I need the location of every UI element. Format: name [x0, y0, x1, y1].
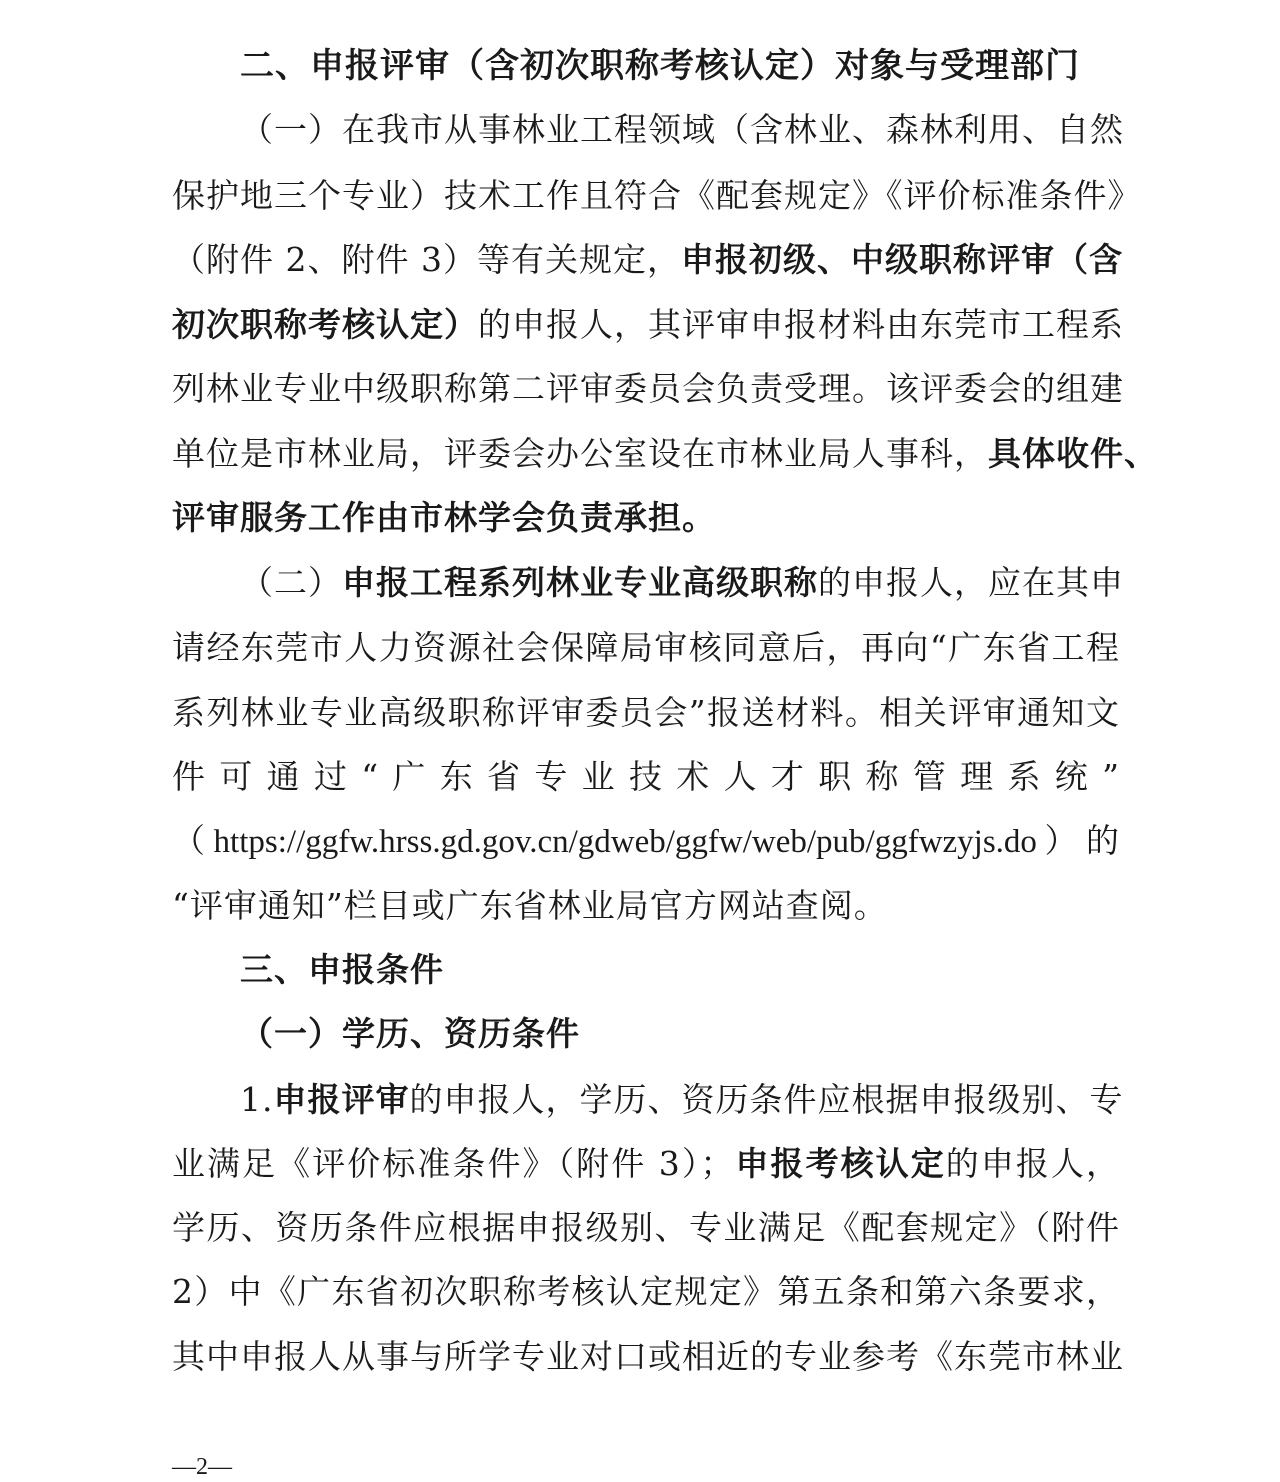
- text-run: （附件 2、附件 3）等有关规定，: [172, 240, 681, 279]
- bold-text-run: 申报初级、中级职称评审（含: [680, 240, 1123, 279]
- text-run: 的申报人，其评审申报材料由东莞市工程系: [478, 305, 1124, 344]
- text-run: （二）: [240, 563, 342, 602]
- text-run: 的申报人，: [945, 1144, 1120, 1183]
- text-run: （: [172, 821, 214, 860]
- bold-text-run: 具体收件、: [988, 434, 1158, 473]
- bold-text-run: 申报工程系列林业专业高级职称: [342, 563, 818, 602]
- bold-text-run: 初次职称考核认定）: [172, 305, 478, 344]
- paragraph-line: [240, 1080, 1124, 1120]
- section-2-heading: 二、申报评审（含初次职称考核认定）对象与受理部门: [240, 46, 1080, 86]
- paragraph-line: （一）在我市从事林业工程领域（含林业、森林利用、自然: [240, 110, 1124, 149]
- text-run: 业满足《评价标准条件》（附件 3）；: [172, 1144, 735, 1183]
- bold-text-run: 申报评审: [273, 1080, 410, 1119]
- paragraph-line: [172, 1144, 1120, 1184]
- system-url-link[interactable]: https://ggfw.hrss.gd.gov.cn/gdweb/ggfw/web/pub/ggfwzyjs.do: [213, 824, 1037, 860]
- text-run: 单位是市林业局，评委会办公室设在市林业局人事科，: [172, 434, 988, 473]
- paragraph-line: 学历、资历条件应根据申报级别、专业满足《配套规定》（附件: [172, 1208, 1120, 1247]
- paragraph-line: [172, 305, 1124, 345]
- text-run: ）的: [1036, 821, 1121, 860]
- text-run: 1.: [240, 1080, 274, 1119]
- page-number: —2—: [172, 1454, 232, 1480]
- paragraph-line: 请经东莞市人力资源社会保障局审核同意后，再向“广东省工程: [172, 628, 1120, 667]
- bold-text-run: 申报考核认定: [734, 1144, 946, 1183]
- subsection-heading: （一）学历、资历条件: [240, 1014, 580, 1053]
- section-3-heading: 三、申报条件: [240, 950, 444, 989]
- text-run: 的申报人，应在其申: [818, 563, 1124, 602]
- paragraph-line: 评审服务工作由市林学会负责承担。: [172, 498, 716, 537]
- paragraph-line: “评审通知”栏目或广东省林业局官方网站查阅。: [172, 886, 888, 925]
- paragraph-line: 列林业专业中级职称第二评审委员会负责受理。该评委会的组建: [172, 369, 1124, 408]
- paragraph-line: [172, 821, 1120, 861]
- paragraph-line: 2）中《广东省初次职称考核认定规定》第五条和第六条要求，: [172, 1272, 1120, 1311]
- paragraph-line: 保护地三个专业）技术工作且符合《配套规定》《评价标准条件》: [172, 176, 1142, 215]
- paragraph-line: 件可通过“广东省专业技术人才职称管理系统”: [172, 757, 1120, 796]
- paragraph-line: 系列林业专业高级职称评审委员会”报送材料。相关评审通知文: [172, 693, 1120, 732]
- paragraph-line: 其中申报人从事与所学专业对口或相近的专业参考《东莞市林业: [172, 1337, 1124, 1376]
- paragraph-line: [172, 240, 1123, 280]
- paragraph-line: [240, 563, 1124, 603]
- paragraph-line: [172, 434, 1158, 474]
- text-run: 的申报人，学历、资历条件应根据申报级别、专: [409, 1080, 1124, 1119]
